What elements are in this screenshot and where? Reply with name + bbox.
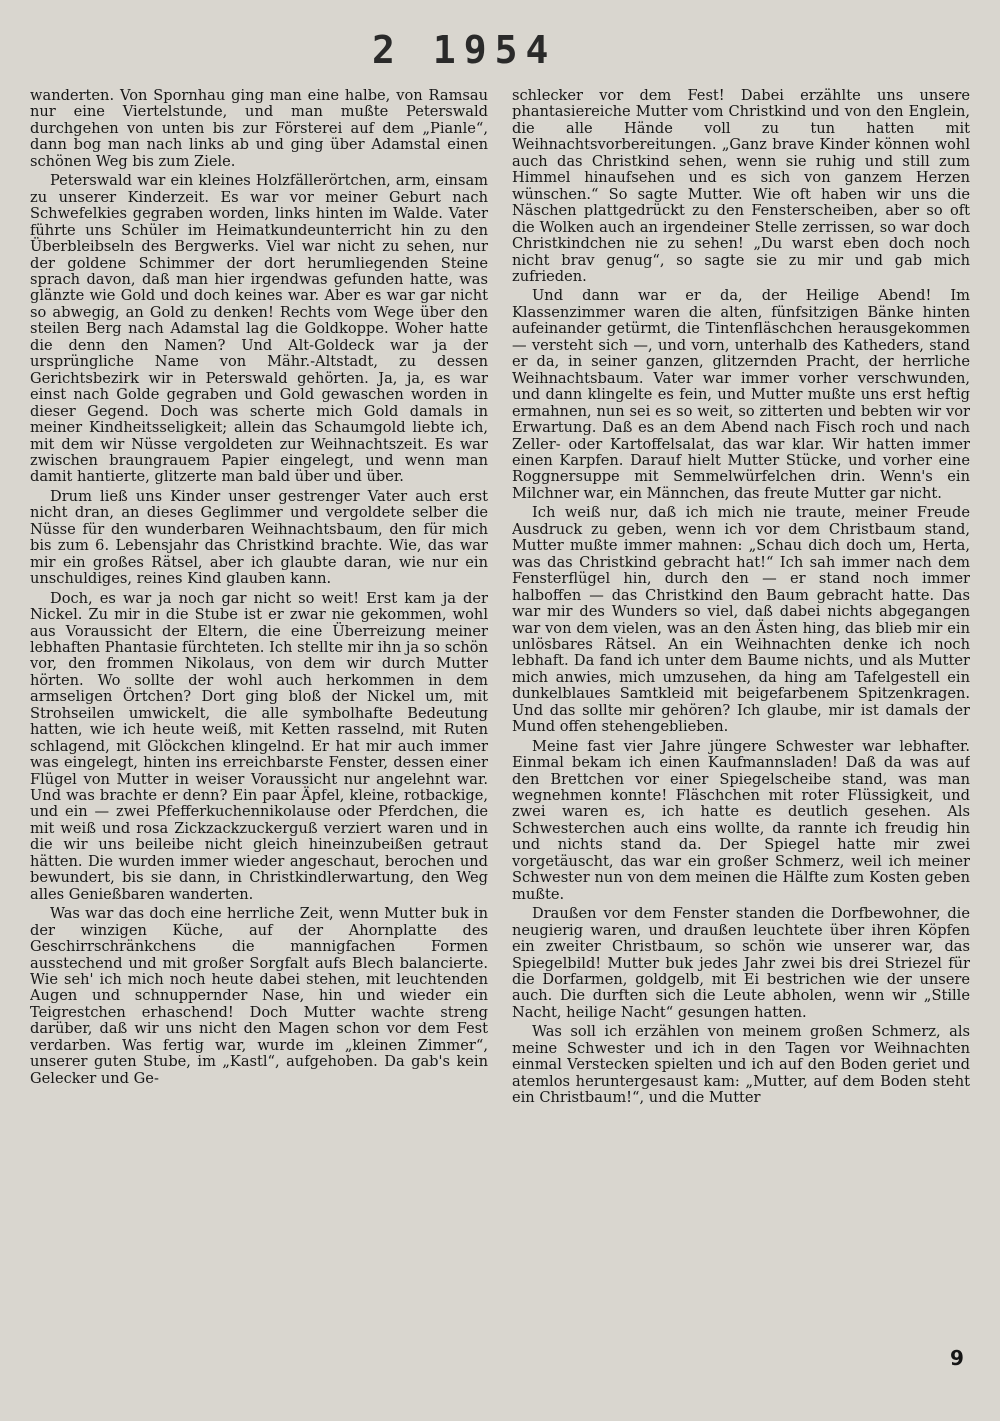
page-number: 9	[950, 1346, 964, 1370]
right-column	[512, 88, 970, 1328]
paragraph: Meine fast vier Jahre jüngere Schwester war lebhafter. Einmal bekam ich einen Kaufmannsladen! Daß da was auf den Brettchen vor einer Spiegelscheibe stand, was man wegnehmen konnte! Fläschchen mit roter Flüssigkeit, und zwei waren es, ich hatte es deutlich gesehen. Als Schwesterchen auch eins wollte, da rannte ich freudig hin und nichts stand da. Der Spiegel hatte mir zwei vorgetäuscht, das war ein großer Schmerz, weil ich meiner Schwester nun von dem meinen die Hälfte zum Kosten geben mußte.	[512, 737, 970, 903]
paragraph: Drum ließ uns Kinder unser gestrenger Vater auch erst nicht dran, an dieses Geglimmer und vergoldete selber die Nüsse für den wunderbaren Weihnachtsbaum, den für mich bis zum 6. Lebensjahr das Christkind brachte. Wie, das war mir ein großes Rätsel, aber ich glaubte daran, wie nur ein unschuldiges, reines Kind glauben kann.	[30, 487, 488, 588]
paragraph: Und dann war er da, der Heilige Abend! Im Klassenzimmer waren die alten, fünfsitzigen Bänke hinten aufeinander getürmt, die Tintenfläschchen herausgekommen — versteht sich —, und vorn, unterhalb des Katheders, stand er da, in seiner ganzen, glitzernden Pracht, der herrliche Weihnachtsbaum. Vater war immer vorher verschwunden, und dann klingelte es fein, und Mutter mußte uns erst heftig ermahnen, nun sei es so weit, so zitterten und bebten wir vor Erwartung. Daß es an dem Abend nach Fisch roch und nach Zeller- oder Kartoffelsalat, das war klar. Wir hatten immer einen Karpfen. Darauf hielt Mutter Stücke, und vorher eine Roggnersuppe mit Semmelwürfelchen drin. Wenn's ein Milchner war, ein Männchen, das freute Mutter gar nicht.	[512, 287, 970, 502]
paragraph: Was war das doch eine herrliche Zeit, wenn Mutter buk in der winzigen Küche, auf der Ahornplatte des Geschirrschränkchens die mannigfachen Formen ausstechend und mit großer Sorgfalt aufs Blech balancierte. Wie seh' ich mich noch heute dabei stehen, mit leuchtenden Augen und schnuppernder Nase, hin und wieder ein Teigrestchen erhaschend! Doch Mutter wachte streng darüber, daß wir uns nicht den Magen schon vor dem Fest verdarben. Was fertig war, wurde im „kleinen Zimmer“, unserer guten Stube, im „Kastl“, aufgehoben. Da gab's kein Gelecker und Ge-	[30, 905, 488, 1087]
issue-year: 1954	[432, 28, 557, 72]
paragraph: Peterswald war ein kleines Holzfällerörtchen, arm, einsam zu unserer Kinderzeit. Es war vor meiner Geburt nach Schwefelkies gegraben worden, links hinten im Walde. Vater führte uns Schüler im Heimatkundeunterricht hin zu den Überbleibseln des Bergwerks. Viel war nicht zu sehen, nur der goldene Schimmer der dort herumliegenden Steine sprach davon, daß man hier irgendwas gefunden hatte, was glänzte wie Gold und doch keines war. Aber es war gar nicht so abwegig, an Gold zu denken! Rechts vom Wege über den steilen Berg nach Adamstal lag die Goldkoppe. Woher hatte die denn den Namen? Und Alt-Goldeck war ja der ursprüngliche Name von Mähr.-Altstadt, zu dessen Gerichtsbezirk wir in Peterswald gehörten. Ja, ja, es war einst nach Golde gegraben und Gold gewaschen worden in dieser Gegend. Doch was scherte mich Gold damals in meiner Kindheitsseligkeit; allein das Schaumgold liebte ich, mit dem wir Nüsse vergoldeten zur Weihnachtszeit. Es war zwischen braungrauem Papier eingelegt, und wenn man damit hantierte, glitzerte man bald über und über.	[30, 172, 488, 486]
paragraph: schlecker vor dem Fest! Dabei erzählte uns unsere phantasiereiche Mutter vom Christkind und von den Englein, die alle Hände voll zu tun hatten mit Weihnachtsvorbereitungen. „Ganz brave Kinder können wohl auch das Christkind sehen, wenn sie ruhig und still zum Himmel hinaufsehen und es sich von ganzem Herzen wünschen.“ So sagte Mutter. Wie oft haben wir uns die Näschen plattgedrückt zu den Fensterscheiben, aber so oft die Wolken auch an irgendeiner Stelle zerrissen, so war doch Christkindchen nie zu sehen! „Du warst eben doch noch nicht brav genug“, so sagte sie zu mir und gab mich zufrieden.	[512, 88, 970, 285]
left-column	[30, 88, 488, 1328]
paragraph: Doch, es war ja noch gar nicht so weit! Erst kam ja der Nickel. Zu mir in die Stube ist er zwar nie gekommen, wohl aus Voraussicht der Eltern, die eine Überreizung meiner lebhaften Phantasie fürchteten. Ich stellte mir ihn ja so schön vor, den frommen Nikolaus, von dem wir durch Mutter hörten. Wo sollte der wohl auch herkommen in dem armseligen Örtchen? Dort ging bloß der Nickel um, mit Strohseilen umwickelt, die alle symbolhafte Bedeutung hatten, wie ich heute weiß, mit Ketten rasselnd, mit Ruten schlagend, mit Glöckchen klingelnd. Er hat mir auch immer was eingelegt, hinten ins erreichbarste Fenster, dessen einer Flügel von Mutter in weiser Voraussicht nur angelehnt war. Und was brachte er denn? Ein paar Äpfel, kleine, rotbackige, und ein — zwei Pfefferkuchennikolause oder Pferdchen, die mit weiß und rosa Zickzackzuckerguß verziert waren und in die wir uns beileibe nicht gleich hineinzubeißen getraut hätten. Die wurden immer wieder angeschaut, berochen und bewundert, bis sie dann, in Christkindlerwartung, den Weg alles Genießbaren wanderten.	[30, 589, 488, 903]
paragraph: Ich weiß nur, daß ich mich nie traute, meiner Freude Ausdruck zu geben, wenn ich vor dem Christbaum stand, Mutter mußte immer mahnen: „Schau dich doch um, Herta, was das Christkind gebracht hat!“ Ich sah immer nach dem Fensterflügel hin, durch den — er stand noch immer halboffen — das Christkind den Baum gebracht hatte. Das war mir des Wunders so viel, daß dabei nichts abgegangen war von dem vielen, was an den Ästen hing, das blieb mir ein unlösbares Rätsel. An ein Weihnachten denke ich noch lebhaft. Da fand ich unter dem Baume nichts, und als Mutter mich anwies, mich umzusehen, da hing am Tafelgestell ein dunkelblaues Samtkleid mit beigefarbenem Spitzenkragen. Und das sollte mir gehören? Ich glaube, mir ist damals der Mund offen stehengeblieben.	[512, 504, 970, 736]
paragraph: Was soll ich erzählen von meinem großen Schmerz, als meine Schwester und ich in den Tagen vor Weihnachten einmal Verstecken spielten und ich auf den Boden geriet und atemlos heruntergesaust kam: „Mutter, auf dem Boden steht ein Christbaum!“, und die Mutter	[512, 1023, 970, 1107]
paragraph: Draußen vor dem Fenster standen die Dorfbewohner, die neugierig waren, und draußen leuchtete über ihren Köpfen ein zweiter Christbaum, so schön wie unserer war, das Spiegelbild! Mutter buk jedes Jahr zwei bis drei Striezel für die Dorfarmen, goldgelb, mit Ei bestrichen wie der unsere auch. Die durften sich die Leute abholen, wenn wir „Stille Nacht, heilige Nacht“ gesungen hatten.	[512, 905, 970, 1021]
date-stamp	[372, 28, 556, 72]
paragraph: wanderten. Von Spornhau ging man eine halbe, von Ramsau nur eine Viertelstunde, und man mußte Peterswald durchgehen von unten bis zur Försterei auf dem „Pianle“, dann bog man nach links ab und ging über Adamstal einen schönen Weg bis zum Ziele.	[30, 88, 488, 170]
issue-number: 2	[372, 28, 403, 72]
